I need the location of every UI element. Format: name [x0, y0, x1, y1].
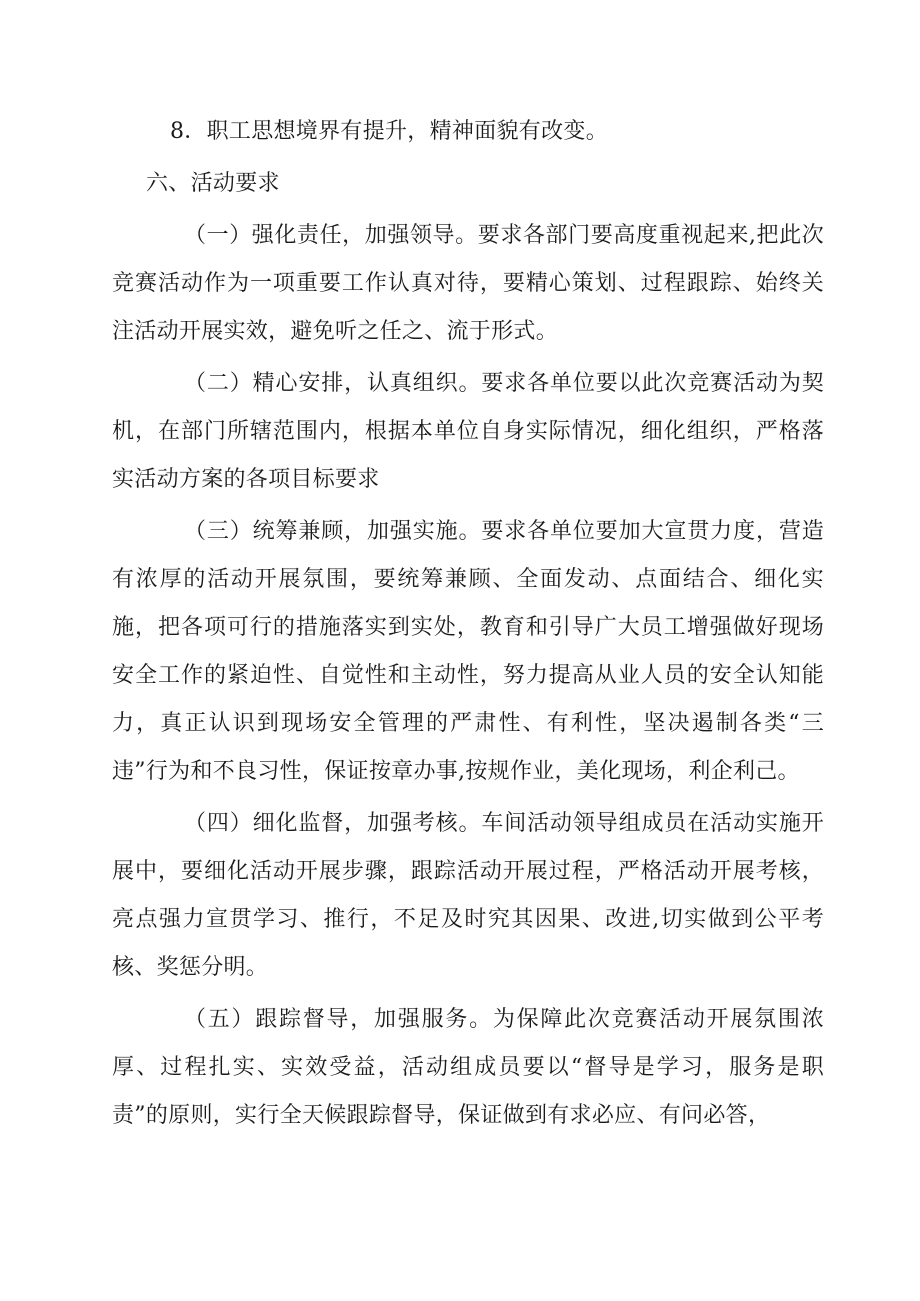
paragraph-1: （一）强化责任，加强领导。要求各部门要高度重视起来,把此次竞赛活动作为一项重要工作认真对待，要精心策划、过程跟踪、始终关注活动开展实效，避免听之任之、流于形式。	[112, 223, 824, 344]
document-body	[112, 108, 824, 1144]
paragraph-2: （二）精心安排，认真组织。要求各单位要以此次竞赛活动为契机，在部门所辖范围内，根据本单位自身实际情况，细化组织，严格落实活动方案的各项目标要求	[112, 371, 824, 492]
list-item-8: 8．职工思想境界有提升，精神面貌有改变。	[170, 119, 608, 144]
section-heading: 六、活动要求	[146, 171, 280, 196]
paragraph-3: （三）统筹兼顾，加强实施。要求各单位要加大宣贯力度，营造有浓厚的活动开展氛围，要统筹兼顾、全面发动、点面结合、细化实施，把各项可行的措施落实到实处，教育和引导广大员工增强做好现场安全工作的紧迫性、自觉性和主动性，努力提高从业人员的安全认知能力，真正认识到现场安全管理的严肃性、有利性，坚决遏制各类“三违”行为和不良习性，保证按章办事,按规作业，美化现场，利企利己。	[112, 519, 824, 784]
paragraph-4: （四）细化监督，加强考核。车间活动领导组成员在活动实施开展中，要细化活动开展步骤，跟踪活动开展过程，严格活动开展考核，亮点强力宣贯学习、推行，不足及时究其因果、改进,切实做到公平考核、奖惩分明。	[112, 811, 824, 980]
paragraph-5: （五）跟踪督导，加强服务。为保障此次竞赛活动开展氛围浓厚、过程扎实、实效受益，活动组成员要以“督导是学习，服务是职责”的原则，实行全天候跟踪督导，保证做到有求必应、有问必答，	[112, 1007, 824, 1128]
